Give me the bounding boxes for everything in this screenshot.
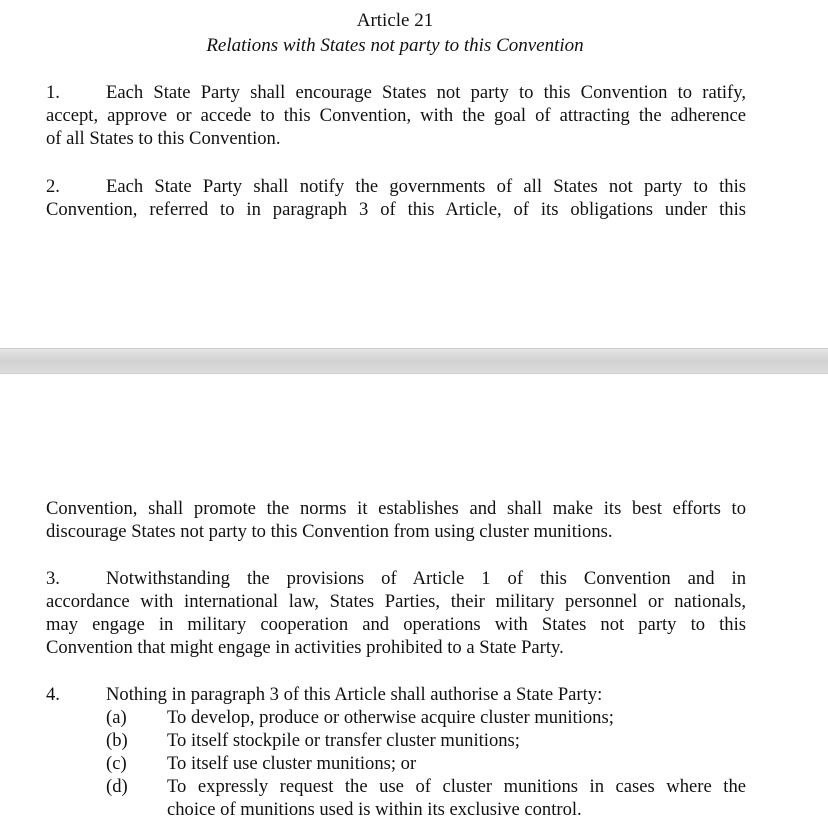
paragraph-text: Notwithstanding the provisions of Article 1 of this Convention and in: [106, 568, 746, 589]
paragraph-1-line: accept, approve or accede to this Convention, with the goal of attracting the adherence: [46, 105, 746, 126]
document-page-top: [0, 0, 828, 348]
paragraph-2: [46, 175, 746, 221]
article-title: Article 21: [356, 10, 434, 31]
list-item-text: To itself use cluster munitions; or: [167, 753, 417, 774]
paragraph-2-line: Convention, referred to in paragraph 3 of this Article, of its obligations under this: [46, 199, 746, 220]
paragraph-number: 3.: [46, 568, 60, 589]
paragraph-4-line: [46, 683, 746, 706]
paragraph-text: Nothing in paragraph 3 of this Article shall authorise a State Party:: [106, 684, 603, 705]
page-break-divider: [0, 348, 828, 374]
paragraph-2-line: [46, 175, 746, 198]
list-item-line: To expressly request the use of cluster munitions in cases where the: [167, 776, 746, 797]
paragraph-2-line: discourage States not party to this Convention from using cluster munitions.: [46, 521, 613, 542]
list-item-line: choice of munitions used is within its exclusive control.: [167, 799, 582, 820]
paragraph-1: [46, 81, 746, 150]
paragraph-number: 4.: [46, 684, 60, 705]
list-item-label: (b): [106, 730, 128, 751]
paragraph-2-continuation: [46, 497, 746, 543]
article-subtitle: Relations with States not party to this Convention: [206, 35, 584, 56]
list-item-text: To develop, produce or otherwise acquire cluster munitions;: [167, 707, 614, 728]
paragraph-2-line: Convention, shall promote the norms it establishes and shall make its best efforts to: [46, 498, 746, 519]
list-item-text: To itself stockpile or transfer cluster munitions;: [167, 730, 520, 751]
paragraph-number: 1.: [46, 82, 60, 103]
paragraph-3-line: accordance with international law, States Parties, their military personnel or nationals,: [46, 591, 746, 612]
paragraph-text: Each State Party shall notify the governments of all States not party to this: [106, 176, 746, 197]
list-item-label: (c): [106, 753, 127, 774]
list-item: [0, 775, 828, 821]
list-item-label: (d): [106, 776, 128, 797]
paragraph-1-line: [46, 81, 746, 104]
paragraph-3: [46, 567, 746, 659]
paragraph-number: 2.: [46, 176, 60, 197]
paragraph-3-line: Convention that might engage in activities prohibited to a State Party.: [46, 637, 564, 658]
paragraph-text: Each State Party shall encourage States not party to this Convention to ratify,: [106, 82, 746, 103]
paragraph-3-line: may engage in military cooperation and operations with States not party to this: [46, 614, 746, 635]
paragraph-1-line: of all States to this Convention.: [46, 128, 281, 149]
paragraph-4-intro: [46, 683, 746, 706]
document-page-bottom: [0, 374, 828, 840]
list-item-label: (a): [106, 707, 127, 728]
list-item-text: [167, 775, 746, 821]
paragraph-3-line: [46, 567, 746, 590]
